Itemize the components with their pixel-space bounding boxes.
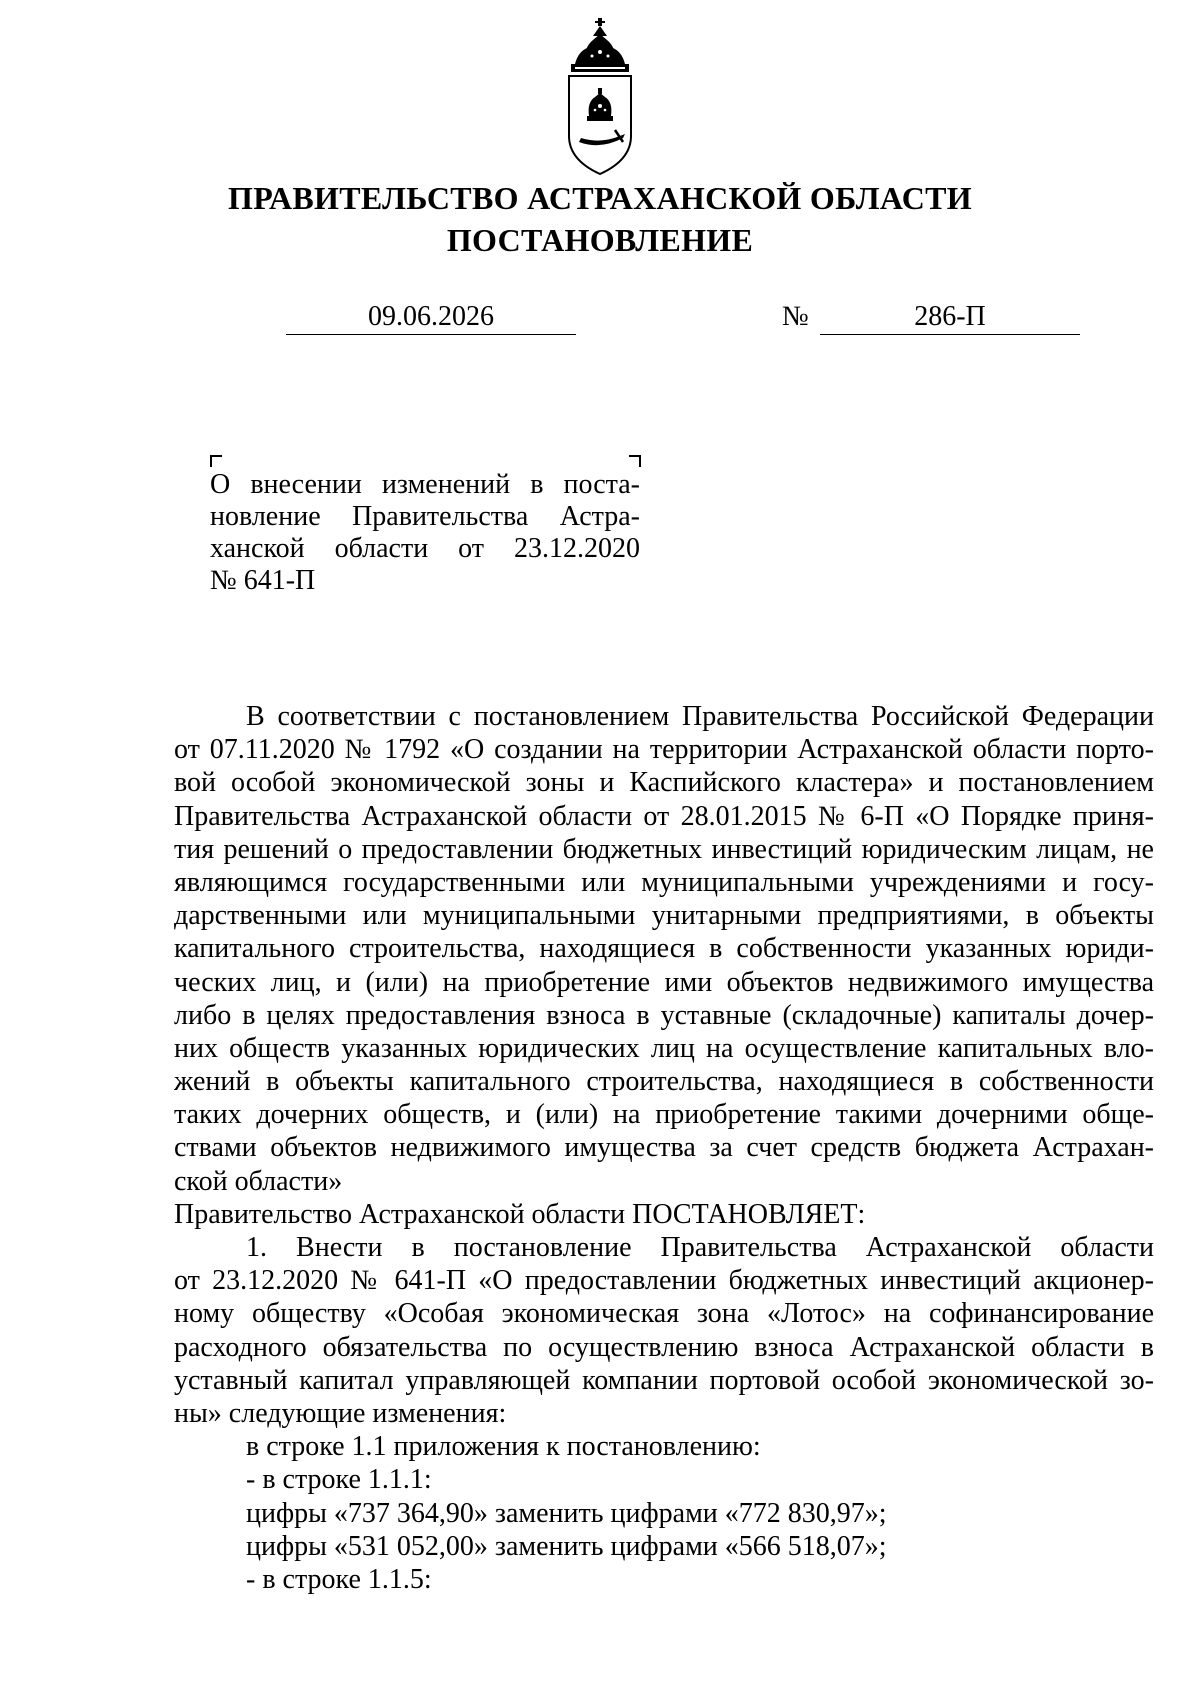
- body-line: вой особой экономической зоны и Каспийского кластера» и постановлением: [174, 767, 1154, 799]
- corner-mark-right: [629, 455, 641, 467]
- body-line: - в строке 1.1.1:: [246, 1464, 432, 1496]
- body-line: ны» следующие изменения:: [174, 1397, 507, 1429]
- body-line: таких дочерних обществ, и (или) на приобретение такими дочерними обще-: [174, 1099, 1154, 1131]
- document-body: [174, 700, 1154, 1596]
- body-line: от 07.11.2020 № 1792 «О создании на территории Астраханской области порто-: [174, 734, 1154, 766]
- body-line: уставный капитал управляющей компании портовой особой экономической зо-: [174, 1364, 1154, 1396]
- body-line: них обществ указанных юридических лиц на осуществление капитальных вло-: [174, 1032, 1154, 1064]
- body-line: 1. Внести в постановление Правительства Астраханской области: [246, 1232, 1154, 1263]
- body-line: расходного обязательства по осуществлению взноса Астраханской области в: [174, 1331, 1154, 1363]
- document-subject: [210, 469, 640, 597]
- subject-line: новление Правительства Астра-: [210, 501, 640, 532]
- body-line: - в строке 1.1.5:: [246, 1563, 432, 1595]
- body-line: ской области»: [174, 1165, 343, 1197]
- body-line: в строке 1.1 приложения к постановлению:: [246, 1431, 761, 1463]
- corner-mark-left: [210, 455, 222, 467]
- body-line: жений в объекты капитального строительства, находящиеся в собственности: [174, 1066, 1154, 1098]
- resolution-statement: Правительство Астраханской области ПОСТАНОВЛЯЕТ:: [174, 1198, 866, 1230]
- document-type-title: ПОСТАНОВЛЕНИЕ: [446, 222, 754, 258]
- body-line: являющимся государственными или муниципальными учреждениями и госу-: [174, 866, 1154, 898]
- body-line: цифры «737 364,90» заменить цифрами «772 830,97»;: [246, 1497, 887, 1529]
- org-title: ПРАВИТЕЛЬСТВО АСТРАХАНСКОЙ ОБЛАСТИ: [228, 180, 972, 216]
- body-line: ному обществу «Особая экономическая зона «Лотос» на софинансирование: [174, 1298, 1154, 1330]
- number-sign: №: [782, 301, 809, 332]
- body-line: тия решений о предоставлении бюджетных инвестиций юридическим лицам, не: [174, 833, 1154, 865]
- subject-line: № 641-П: [210, 565, 316, 596]
- body-line: капитального строительства, находящиеся в собственности указанных юриди-: [174, 933, 1154, 965]
- document-number: 286-П: [820, 302, 1080, 335]
- body-line: В соответствии с постановлением Правительства Российской Федерации: [246, 701, 1154, 732]
- body-line: дарственными или муниципальными унитарными предприятиями, в объекты: [174, 900, 1154, 932]
- subject-line: О внесении изменений в поста-: [210, 469, 640, 500]
- body-line: цифры «531 052,00» заменить цифрами «566 518,07»;: [246, 1530, 887, 1562]
- subject-line: ханской области от 23.12.2020: [210, 533, 640, 564]
- body-line: ствами объектов недвижимого имущества за счет средств бюджета Астрахан-: [174, 1132, 1154, 1164]
- astrakhan-coat-of-arms-icon: [545, 18, 655, 178]
- body-line: Правительства Астраханской области от 28.01.2015 № 6-П «О Порядке приня-: [174, 800, 1154, 832]
- body-line: либо в целях предоставления взноса в уставные (складочные) капиталы дочер-: [174, 999, 1154, 1031]
- document-date: 09.06.2026: [286, 302, 576, 335]
- body-line: ческих лиц, и (или) на приобретение ими объектов недвижимого имущества: [174, 966, 1154, 998]
- body-line: от 23.12.2020 № 641-П «О предоставлении бюджетных инвестиций акционер-: [174, 1265, 1154, 1297]
